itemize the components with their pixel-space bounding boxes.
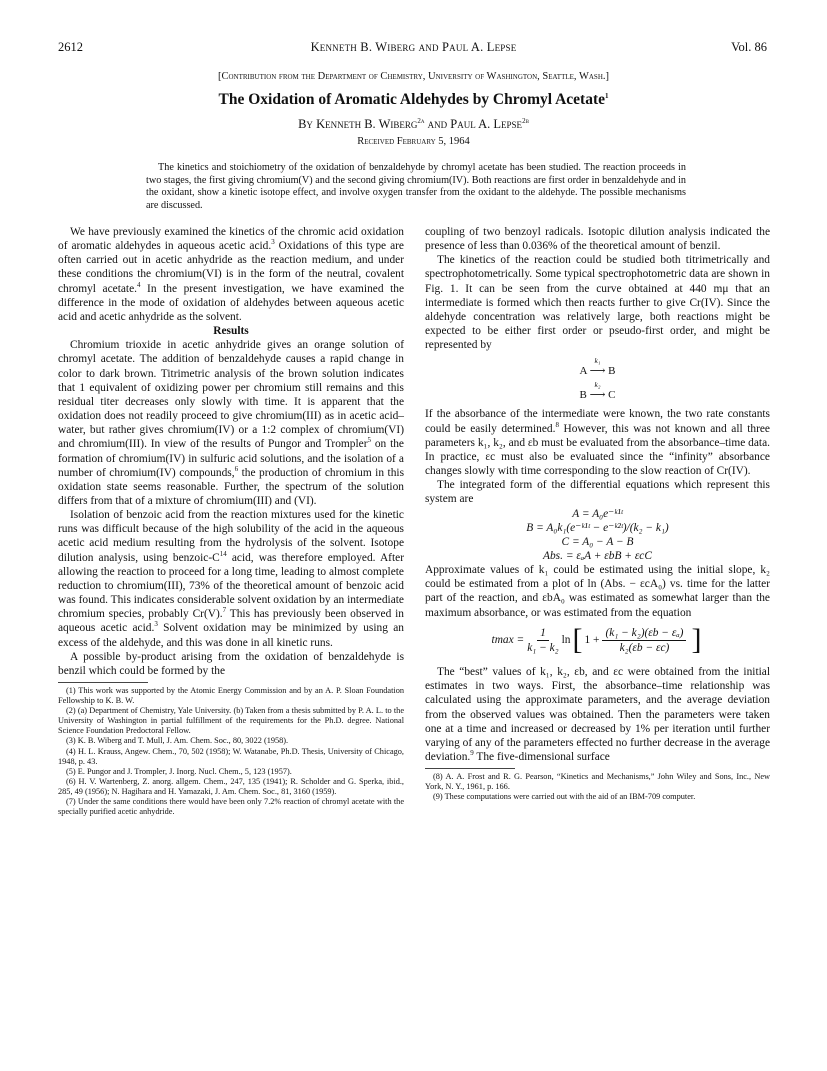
left-column xyxy=(58,225,404,817)
author-2: Paul A. Lepse xyxy=(450,117,523,131)
right-column xyxy=(425,225,770,802)
footnote: (4) H. L. Krauss, Angew. Chem., 70, 502 (1958); W. Watanabe, Ph.D. Thesis, University of Chicago, 1948, p. 43. xyxy=(58,746,404,766)
rate-constant-paragraph: If the absorbance of the intermediate were known, the two rate constants could be easily determined.$^8$ However, this was not known and all three parameters k₁, k₂, and εb must be evaluated from the absorbance–time data. In practice, εc must also be evaluated since the “infinity” absorbance changes slowly with time corresponding to the slow reaction of Cr(IV). xyxy=(425,408,770,478)
received-date: Received February 5, 1964 xyxy=(357,136,470,147)
author-2-note: 2b xyxy=(522,116,529,125)
estimation-paragraph: Approximate values of k₁ could be estimated using the initial slope, k₂ could be estimated from a plot of ln (Abs. − εcA₀) vs. time for the latter part of the reaction, and εbA₀ was estimated as somewhat larger than the maximum absorbance, or was estimated from the equation xyxy=(425,564,770,619)
byline-prefix: By xyxy=(298,117,317,131)
footnote: (8) A. A. Frost and R. G. Pearson, “Kinetics and Mechanisms,” John Wiley and Sons, Inc., New York, N. Y., 1961, p. 166. xyxy=(425,772,770,792)
byline-and: and xyxy=(424,117,451,131)
byline xyxy=(0,117,827,132)
kinetics-paragraph: The kinetics of the reaction could be studied both titrimetrically and spectrophotometrically. Some typical spectrophotometric data are shown in Fig. 1. It can be seen from the curve obtained at 440 mμ that an intermediate is formed which then reacts further to give Cr(IV). Since the aldehyde concentration was relatively large, both reactions might be expected to be either first order or pseudo-first order, and might be represented by xyxy=(425,254,770,352)
best-values-paragraph: The “best” values of k₁, k₂, εb, and εc were obtained from the initial estimates in two ways. First, the absorbance–time relationship was calculated using the approximate parameters, and the average deviation from the observed values was obtained. Then the parameters were taken one at a time and increased or decreased by 1% per iteration until further varying of any of the parameters effected no further decrease in the average deviation.$^9$ The five-dimensional surface xyxy=(425,666,770,763)
footnote: (9) These computations were carried out with the aid of an IBM-709 computer. xyxy=(433,792,696,802)
volume-label: Vol. 86 xyxy=(731,40,767,54)
title-text: The Oxidation of Aromatic Aldehydes by Chromyl Acetate xyxy=(218,91,605,108)
integrated-form-paragraph: The integrated form of the differential equations which represent this system are xyxy=(425,479,770,506)
tmax-lhs: tmax = xyxy=(491,634,525,647)
abstract: The kinetics and stoichiometry of the oxidation of benzaldehyde by chromyl acetate has been studied. The reaction proceeds in two stages, the first giving chromium(V) and the second giving chromium(IV). Both reactions are first order in benzaldehyde and in the oxidant, show a kinetic isotope effect, and involve oxygen transfer from the oxidant to the aldehyde. The possible mechanisms are discussed. xyxy=(146,162,686,211)
author-1-note: 2a xyxy=(417,116,425,125)
footnote: (5) E. Pungor and J. Trompler, J. Inorg. Nucl. Chem., 5, 123 (1957). xyxy=(66,766,292,776)
footnote: (1) This work was supported by the Atomic Energy Commission and by an A. P. Sloan Foundation Fellowship to K. B. W. xyxy=(58,686,404,706)
footnote-rule xyxy=(425,768,515,769)
equation-a: A = A₀e⁻ᵏ¹ᵗ xyxy=(572,507,623,520)
author-1: Kenneth B. Wiberg xyxy=(316,117,418,131)
reaction-scheme xyxy=(425,355,770,403)
right-bracket: ] xyxy=(691,623,702,657)
tmax-inner-fraction: $\frac{\text{(k₁ − k₂)(εb − εₐ)}}{\text{k₂(εb − εc)}}$ xyxy=(602,626,686,655)
intro-paragraph: We have previously examined the kinetics of the chromic acid oxidation of aromatic aldehydes in aqueous acetic acid.$^3$ Oxidations of this type are often carried out in acetic anhydride as the reaction medium, and under these conditions the chromium(VI) is in the form of the neutral, covalent chromyl acetate.$^4$ In the present investigation, we have examined the difference in the mode of oxidation of aldehydes between aqueous acetic acid and acetic anhydride as the solvent. xyxy=(58,226,404,323)
tmax-ln: ln xyxy=(561,634,571,647)
footnote-rule xyxy=(58,682,148,683)
benzil-paragraph: coupling of two benzoyl radicals. Isotopic dilution analysis indicated the presence of less than 0.036% of the theoretical amount of benzil. xyxy=(425,226,770,253)
equation-abs: Abs. = εₐA + εbB + εcC xyxy=(543,549,652,562)
results-paragraph-2: Isolation of benzoic acid from the reaction mixtures used for the kinetic runs was difficult because of the high solubility of the acid in the aqueous acetic acid medium resulting from the hydrolysis of the solvent. Isotope dilution analysis, using benzoic-$C^{14}$ acid, was therefore employed. After allowing the reaction to proceed for a long time, leading to almost complete reduction to chromium(III), 73% of the theoretical amount of benzoic acid was found. This indicates considerable solvent oxidation by an intermediate chromium species, probably Cr(V).$^7$ This has previously been observed in aqueous acetic acid.$^3$ Solvent oxidation may be minimized by using an excess of the aldehyde, and this was done in all kinetic runs. xyxy=(58,509,404,649)
footnote: (6) H. V. Wartenberg, Z. anorg. allgem. Chem., 247, 135 (1941); R. Scholder and G. Sperka, ibid., 285, 49 (1956); N. Hagihara and H. Yamazaki, J. Am. Chem. Soc., 81, 3160 (1959). xyxy=(58,776,404,796)
tmax-one-plus: 1 + xyxy=(584,634,600,647)
equation-b: B = A₀k₁(e⁻ᵏ¹ᵗ − e⁻ᵏ²ᵗ)/(k₂ − k₁) xyxy=(526,521,669,534)
reaction-1: A k₁ ⟶ B xyxy=(579,356,616,378)
running-head-authors: Kenneth B. Wiberg and Paul A. Lepse xyxy=(310,40,517,54)
reaction-2: B k₂ ⟶ C xyxy=(579,380,616,402)
results-paragraph-3: A possible by-product arising from the oxidation of benzaldehyde is benzil which could be formed by the xyxy=(58,650,404,677)
results-paragraph-1: Chromium trioxide in acetic anhydride gives an orange solution of chromyl acetate. The addition of benzaldehyde causes a rapid change in color to dark brown. Titrimetric analysis of the brown solution indicates that 1 equivalent of oxidizing power per chromium still remains and this residual titer decreases only slowly with time. It is apparent that the oxidation does not readily proceed to give chromium(III) as in acetic acid–water, but rather gives chromium(IV) or a 1:2 complex of chromium(VI) and chromium(III). In view of the results of Pungor and Trompler$^5$ on the formation of chromium(IV) in sulfuric acid solutions, and the isolation of a number of chromium(IV) compounds,$^6$ the production of chromium in this oxidation state seems reasonable. Further, the spectrum of the solution differs from that of a mixture of chromium(III) and (VI). xyxy=(58,339,404,507)
footnote: (2) (a) Department of Chemistry, Yale University. (b) Taken from a thesis submitted by P. A. L. to the University of Washington in partial fulfillment of the requirements for the Ph.D. degree. National Science Foundation Predoctoral Fellow. xyxy=(58,706,404,736)
results-heading: Results xyxy=(213,325,249,338)
contribution-line: [Contribution from the Department of Chemistry, University of Washington, Seattle, Wash.] xyxy=(217,71,609,82)
equation-c: C = A₀ − A − B xyxy=(561,535,634,548)
tmax-coefficient: $\frac{1}{\text{k₁ − k₂}}$ xyxy=(527,626,559,654)
article-title xyxy=(0,91,827,109)
title-footnote-mark: 1 xyxy=(605,91,609,100)
footnote: (3) K. B. Wiberg and T. Mull, J. Am. Chem. Soc., 80, 3022 (1958). xyxy=(66,736,289,746)
footnote: (7) Under the same conditions there would have been only 7.2% reaction of chromyl acetate with the specially purified acetic anhydride. xyxy=(58,797,404,817)
left-bracket: [ xyxy=(572,623,583,657)
page-number: 2612 xyxy=(58,40,83,54)
tmax-equation xyxy=(425,623,770,657)
